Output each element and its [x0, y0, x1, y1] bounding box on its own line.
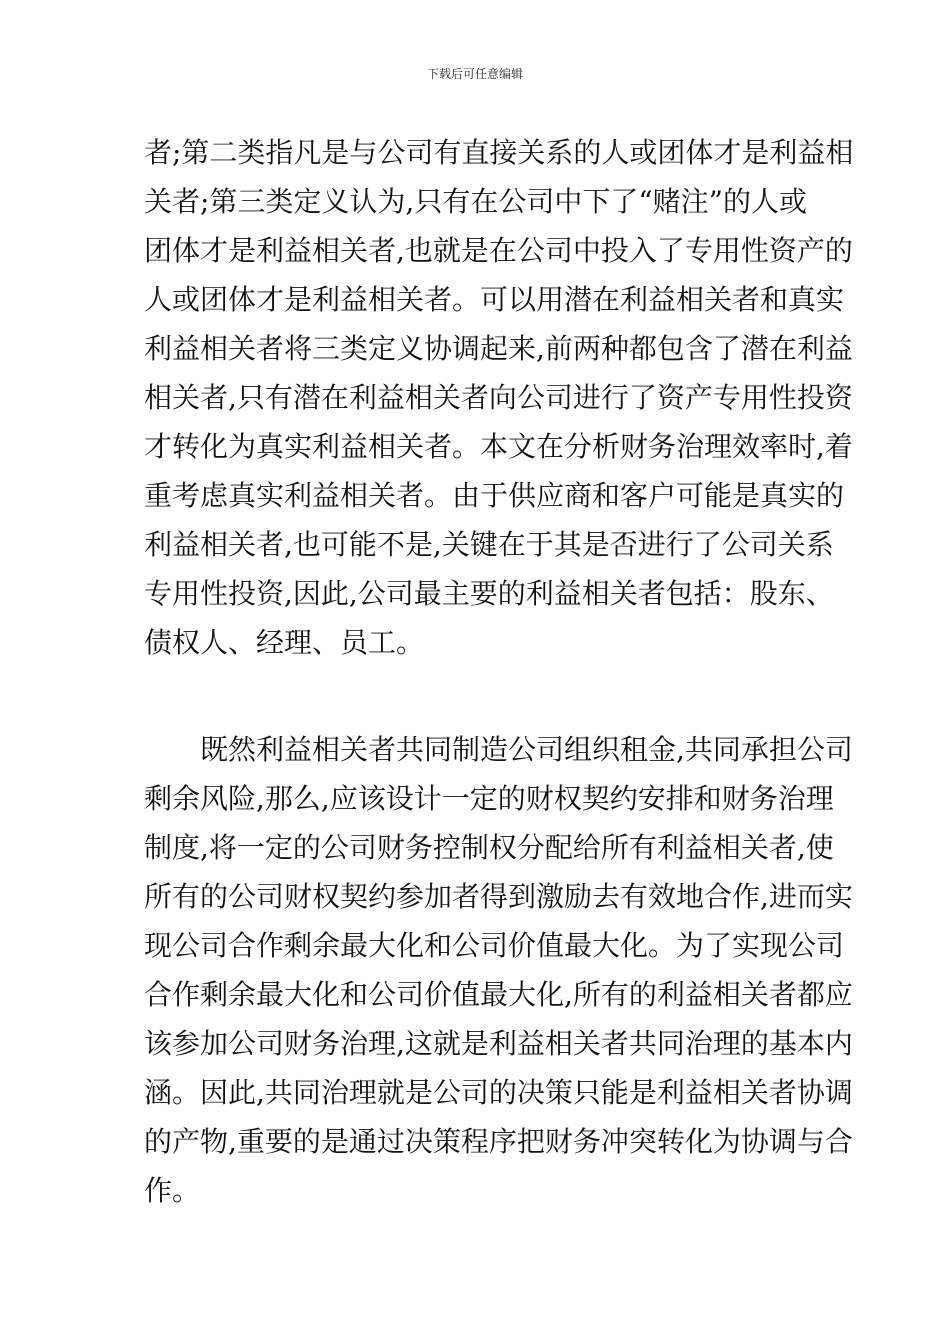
paragraph-2-line: 所有的公司财权契约参加者得到激励去有效地合作,进而实 — [144, 880, 853, 913]
paragraph-2-line: 作。 — [144, 1174, 201, 1207]
paragraph-1-line: 债权人、经理、员工。 — [144, 626, 425, 659]
paragraph-1-line: 团体才是利益相关者,也就是在公司中投入了专用性资产的 — [144, 234, 853, 267]
paragraph-1-line: 才转化为真实利益相关者。本文在分析财务治理效率时,着 — [144, 430, 853, 463]
paragraph-1-line: 重考虑真实利益相关者。由于供应商和客户可能是真实的 — [144, 479, 845, 512]
paragraph-2-line: 涵。因此,共同治理就是公司的决策只能是利益相关者协调 — [144, 1076, 853, 1109]
paragraph-2-line: 制度,将一定的公司财务控制权分配给所有利益相关者,使 — [144, 831, 834, 864]
paragraph-1-line: 利益相关者将三类定义协调起来,前两种都包含了潜在利益 — [144, 332, 853, 365]
paragraph-1-line: 相关者,只有潜在利益相关者向公司进行了资产专用性投资 — [144, 381, 853, 414]
paragraph-2-line: 的产物,重要的是通过决策程序把财务冲突转化为协调与合 — [144, 1125, 853, 1158]
paragraph-2 — [144, 725, 853, 1215]
paragraph-1-line: 关者;第三类定义认为,只有在公司中下了“赌注”的人或 — [144, 185, 807, 218]
paragraph-2-line: 剩余风险,那么,应该设计一定的财权契约安排和财务治理 — [144, 782, 834, 815]
page-header: 下载后可任意编辑 — [426, 67, 523, 81]
paragraph-1-line: 利益相关者,也可能不是,关键在于其是否进行了公司关系 — [144, 528, 834, 561]
paragraph-1-line: 专用性投资,因此,公司最主要的利益相关者包括：股东、 — [144, 577, 834, 610]
paragraph-2-line: 既然利益相关者共同制造公司组织租金,共同承担公司 — [200, 733, 853, 766]
paragraph-2-line: 合作剩余最大化和公司价值最大化,所有的利益相关者都应 — [144, 978, 853, 1011]
paragraph-1-line: 者;第二类指凡是与公司有直接关系的人或团体才是利益相 — [144, 136, 854, 169]
paragraph-2-line: 现公司合作剩余最大化和公司价值最大化。为了实现公司 — [144, 929, 845, 962]
paragraph-2-line: 该参加公司财务治理,这就是利益相关者共同治理的基本内 — [144, 1027, 853, 1060]
paragraph-1-line: 人或团体才是利益相关者。可以用潜在利益相关者和真实 — [144, 283, 845, 316]
paragraph-1 — [144, 128, 854, 667]
